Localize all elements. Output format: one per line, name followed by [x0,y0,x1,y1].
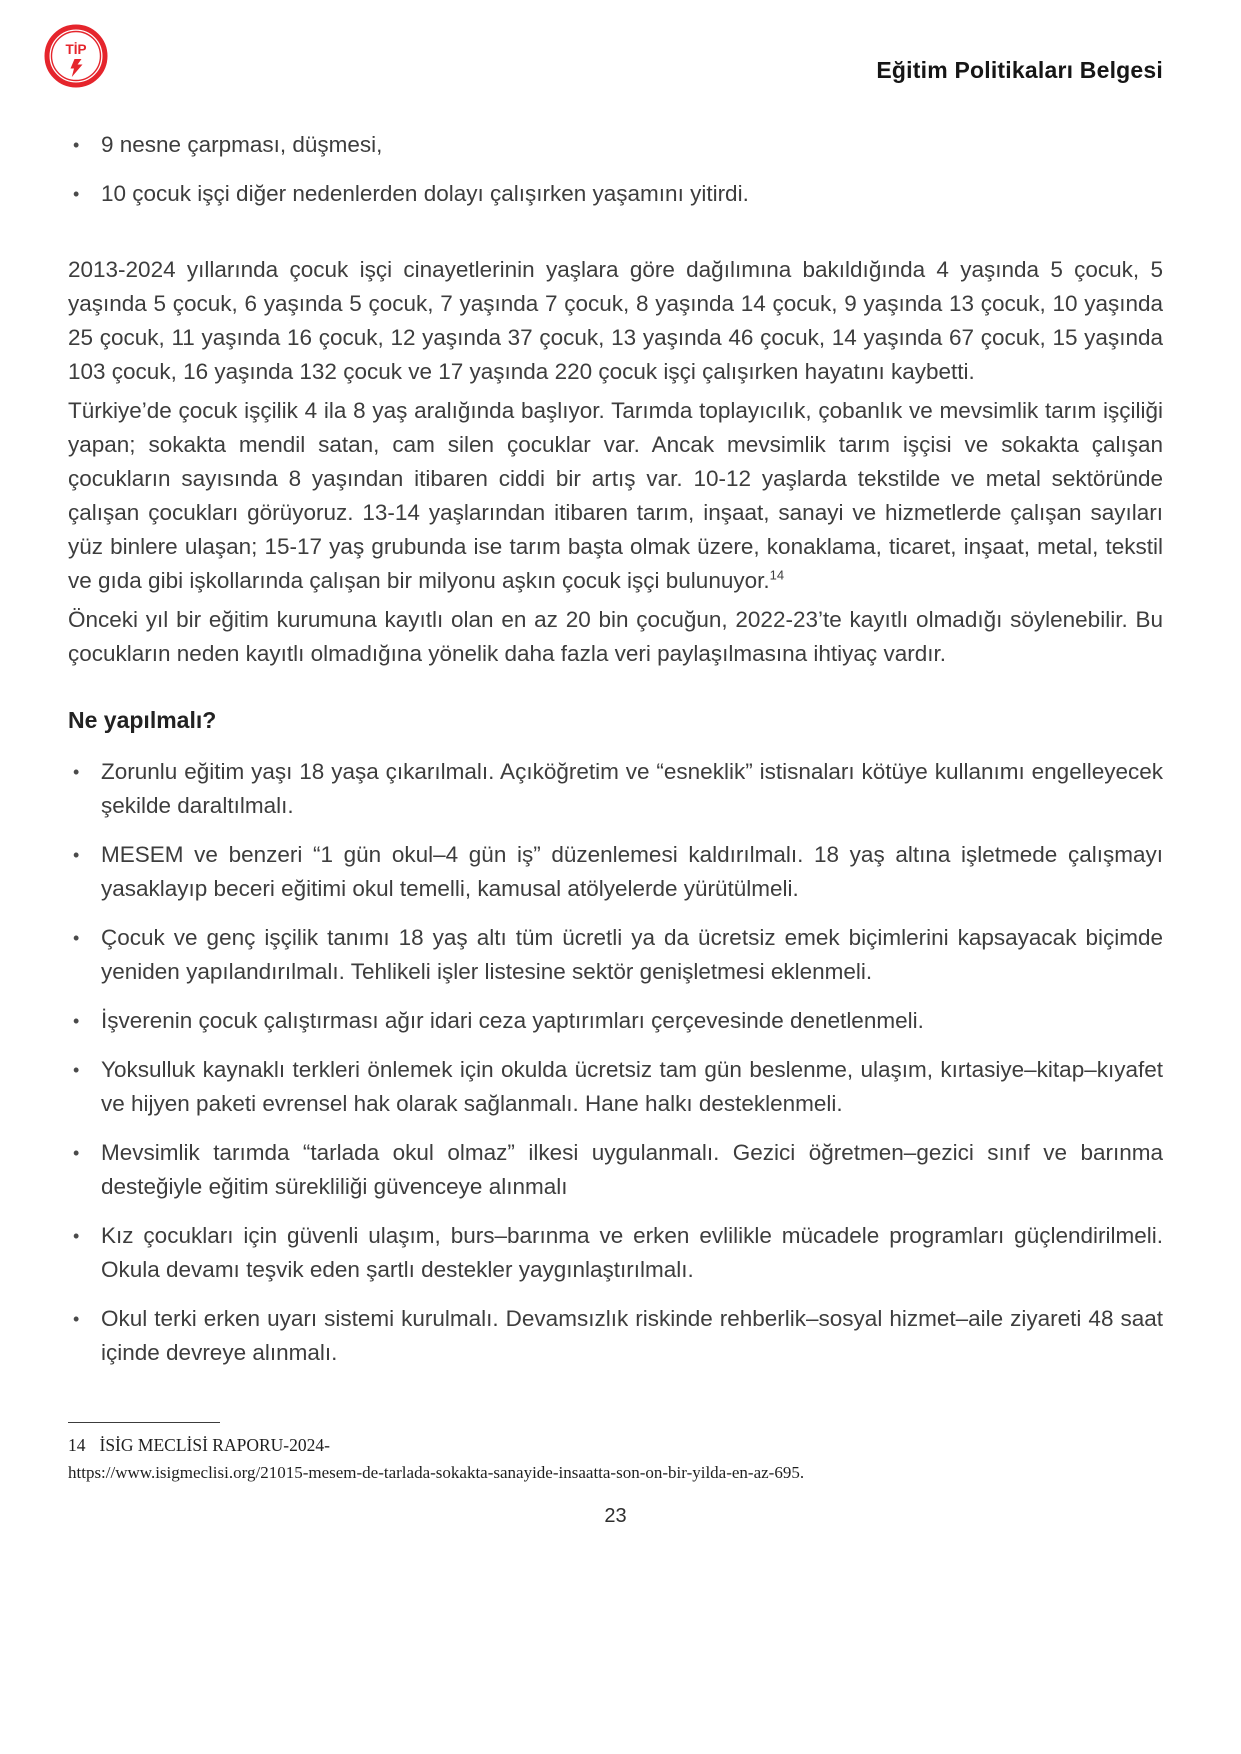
bullet-icon: • [73,1226,80,1246]
footnote-reference: 14 [769,567,785,583]
bullet-icon: • [73,1060,80,1080]
tip-logo-icon [44,24,108,88]
footnote-url: https://www.isigmeclisi.org/21015-mesem-de-tarlada-sokakta-sanayide-insaatta-son-on-bir-yilda-en-az-695. [68,1463,805,1482]
list-item-text: 9 nesne çarpması, düşmesi, [101,132,383,157]
bullet-icon: • [73,1011,80,1031]
list-item [68,1136,1163,1204]
tip-party-logo [44,24,108,88]
list-item-text: İşverenin çocuk çalıştırması ağır idari ceza yaptırımları çerçevesinde denetlenmeli. [101,1008,924,1033]
list-item [68,838,1163,906]
bullet-icon: • [73,762,80,782]
paragraph-enrollment: Önceki yıl bir eğitim kurumuna kayıtlı olan en az 20 bin çocuğun, 2022-23’te kayıtlı olmadığı söylenebilir. Bu çocukların neden kayıtlı olmadığına yönelik daha fazla veri paylaşılmasına ihtiyaç vardır. [68,607,1163,666]
list-item-text: Zorunlu eğitim yaşı 18 yaşa çıkarılmalı. Açıköğretim ve “esneklik” istisnaları kötüye kullanımı engelleyecek şekilde daraltılmalı. [101,759,1163,818]
list-item-text: Kız çocukları için güvenli ulaşım, burs–barınma ve erken evlilikle mücadele programları güçlendirilmeli. Okula devamı teşvik eden şartlı destekler yaygınlaştırılmalı. [101,1223,1163,1282]
footnote-separator [68,1422,220,1423]
page-header [0,0,1241,88]
bullet-icon: • [73,1309,80,1329]
footnote-number: 14 [68,1435,86,1455]
document-title: Eğitim Politikaları Belgesi [876,57,1163,83]
footnote [68,1422,1163,1487]
bullet-icon: • [73,928,80,948]
page-footer [0,1422,1241,1754]
intro-bullet-list [68,128,1163,211]
bullet-icon: • [73,135,80,155]
list-item [68,1053,1163,1121]
list-item [68,755,1163,823]
list-item-text: Yoksulluk kaynaklı terkleri önlemek için okulda ücretsiz tam gün beslenme, ulaşım, kırtasiye–kitap–kıyafet ve hijyen paketi evrensel hak olarak sağlanmalı. Hane halkı desteklenmeli. [101,1057,1163,1116]
paragraph-child-labor-sectors [68,394,1163,598]
list-item [68,1219,1163,1287]
bullet-icon: • [73,184,80,204]
list-item [68,177,1163,211]
action-bullet-list [68,755,1163,1370]
list-item [68,1004,1163,1038]
bullet-icon: • [73,1143,80,1163]
bullet-icon: • [73,845,80,865]
footnote-source-line [68,1431,1163,1459]
svg-text:TİP: TİP [65,42,87,57]
paragraph-text: Türkiye’de çocuk işçilik 4 ila 8 yaş aralığında başlıyor. Tarımda toplayıcılık, çobanlık ve mevsimlik tarım işçiliği yapan; sokakta mendil satan, cam silen çocuklar var. Ancak mevsimlik tarım işçisi ve sokakta çalışan çocukların sayısında 8 yaşından itibaren ciddi bir artış var. 10-12 yaşlarda tekstilde ve metal sektöründe çalışan çocukları görüyoruz. 13-14 yaşlarından itibaren tarım, inşaat, sanayi ve hizmetlerde çalışan sayıları yüz binlere ulaşan; 15-17 yaş grubunda ise tarım başta olmak üzere, konaklama, ticaret, inşaat, metal, tekstil ve gıda gibi işkollarında çalışan bir milyonu aşkın çocuk işçi bulunuyor. [68,398,1163,593]
list-item-text: Mevsimlik tarımda “tarlada okul olmaz” ilkesi uygulanmalı. Gezici öğretmen–gezici sınıf ve barınma desteğiyle eğitim sürekliliği güvenceye alınmalı [101,1140,1163,1199]
list-item-text: Okul terki erken uyarı sistemi kurulmalı. Devamsızlık riskinde rehberlik–sosyal hizmet–aile ziyareti 48 saat içinde devreye alınmalı. [101,1306,1163,1365]
list-item [68,128,1163,162]
list-item [68,1302,1163,1370]
list-item-text: Çocuk ve genç işçilik tanımı 18 yaş altı tüm ücretli ya da ücretsiz emek biçimlerini kapsayacak biçimde yeniden yapılandırılmalı. Tehlikeli işler listesine sektör genişletmesi eklenmeli. [101,925,1163,984]
paragraph-age-distribution: 2013-2024 yıllarında çocuk işçi cinayetlerinin yaşlara göre dağılımına bakıldığında 4 yaşında 5 çocuk, 5 yaşında 5 çocuk, 6 yaşında 5 çocuk, 7 yaşında 7 çocuk, 8 yaşında 14 çocuk, 9 yaşında 13 çocuk, 10 yaşında 25 çocuk, 11 yaşında 16 çocuk, 12 yaşında 37 çocuk, 13 yaşında 46 çocuk, 14 yaşında 67 çocuk, 15 yaşında 103 çocuk, 16 yaşında 132 çocuk ve 17 yaşında 220 çocuk işçi çalışırken hayatını kaybetti. [68,257,1163,384]
page-number: 23 [604,1505,627,1527]
footnote-source: İSİG MECLİSİ RAPORU-2024- [99,1435,330,1455]
list-item [68,921,1163,989]
list-item-text: 10 çocuk işçi diğer nedenlerden dolayı çalışırken yaşamını yitirdi. [101,181,749,206]
section-heading: Ne yapılmalı? [68,707,217,733]
document-body [0,88,1241,1385]
list-item-text: MESEM ve benzeri “1 gün okul–4 gün iş” düzenlemesi kaldırılmalı. 18 yaş altına işletmede çalışmayı yasaklayıp beceri eğitimi okul temelli, kamusal atölyelerde yürütülmeli. [101,842,1163,901]
